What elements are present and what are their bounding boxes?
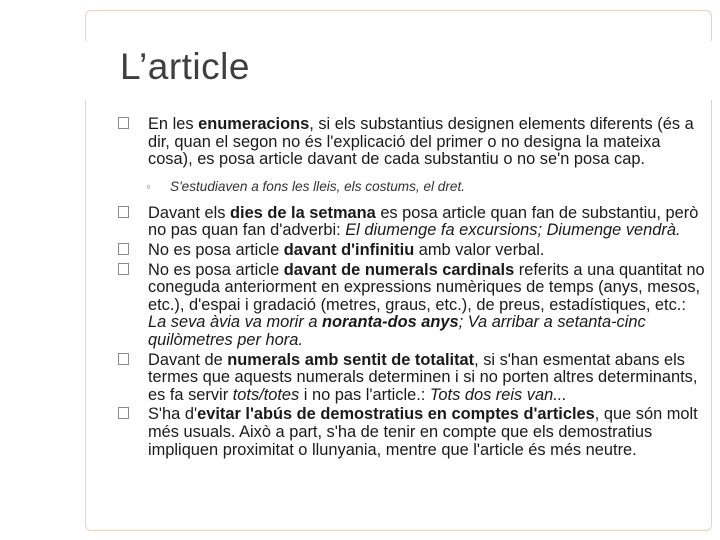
bullet-text-segment: , si els substantius designen elements diferents (és a dir, quan el segon no és l'explicació del primer o no designa la mateixa cosa), es posa article davant de cada substantiu o no se'n posa cap. [148,115,694,169]
bullet-text-segment: referits a una quantitat no coneguda anteriorment en expressions numèriques de temps (anys, mesos, etc.), d'espai i gradació (metres, graus, etc.), de preus, estadístiques, etc.: [148,260,705,314]
bullet-text-segment: i no pas l'article.: [299,385,430,404]
square-bullet-icon [118,263,129,275]
sub-bullet-item [118,179,708,195]
bullet-text-segment: Davant els [148,203,230,222]
bullet-text-segment: evitar l'abús de demostratius en comptes d'articles [197,405,595,424]
square-bullet-icon [118,206,129,218]
square-bullet-icon [118,117,129,129]
bullet-text-segment: davant d'infinitiu [283,240,415,259]
square-bullet-icon [118,243,129,255]
bullet-text-segment: Tots dos reis van... [429,385,567,404]
bullet-text-segment: No es posa article [148,260,284,279]
sub-bullet-text: S'estudiaven a fons les lleis, els costums, el dret. [170,178,466,194]
bullet-text-segment: noranta-dos anys [322,313,459,332]
bullet-item [118,116,708,169]
bullet-text-segment: amb valor verbal. [414,240,545,259]
bullet-text-segment: La seva àvia va morir a [148,313,322,332]
bullet-text-segment: En les [148,115,199,133]
bullet-text-segment: numerals amb sentit de totalitat [227,350,475,369]
bullet-item [118,262,708,350]
bullet-text-segment: es posa article quan fan de substantiu, però no pas quan fan d'adverbi: [148,203,699,240]
bullet-text-segment: S'ha d' [148,405,198,424]
square-bullet-icon [118,353,129,365]
bullet-text-segment: , que són molt més usuals. Això a part, s'ha de tenir en compte que els demostratius impliquen proximitat o llunyania, mentre que l'article és més neutre. [148,405,698,459]
bullet-item [118,242,708,260]
bullet-text-segment: enumeracions [198,115,310,133]
bullet-text-segment: Davant de [148,350,228,369]
bullet-item [118,406,708,459]
bullet-text-segment: dies de la setmana [230,203,376,222]
bullet-text-segment: ; Va arribar a setanta-cinc quilòmetres per hora. [148,313,646,349]
square-bullet-icon [118,407,129,419]
bullet-item [118,352,708,405]
bullet-list [118,116,708,459]
slide-frame-top [85,10,712,41]
bullet-item [118,205,708,240]
bullet-text-segment: El diumenge fa excursions; Diumenge vendrà. [345,221,681,240]
slide-title: L’article [120,46,250,87]
bullet-text-segment: davant de numerals cardinals [283,260,515,279]
bullet-text-segment: tots/totes [232,385,300,404]
bullet-text-segment: , si s'han esmentat abans els termes que aquests numerals determinen i si no porten altres determinants, es fa servir [148,350,698,404]
circle-bullet-icon: ◦ [146,178,151,194]
bullet-text-segment: No es posa article [148,240,284,259]
